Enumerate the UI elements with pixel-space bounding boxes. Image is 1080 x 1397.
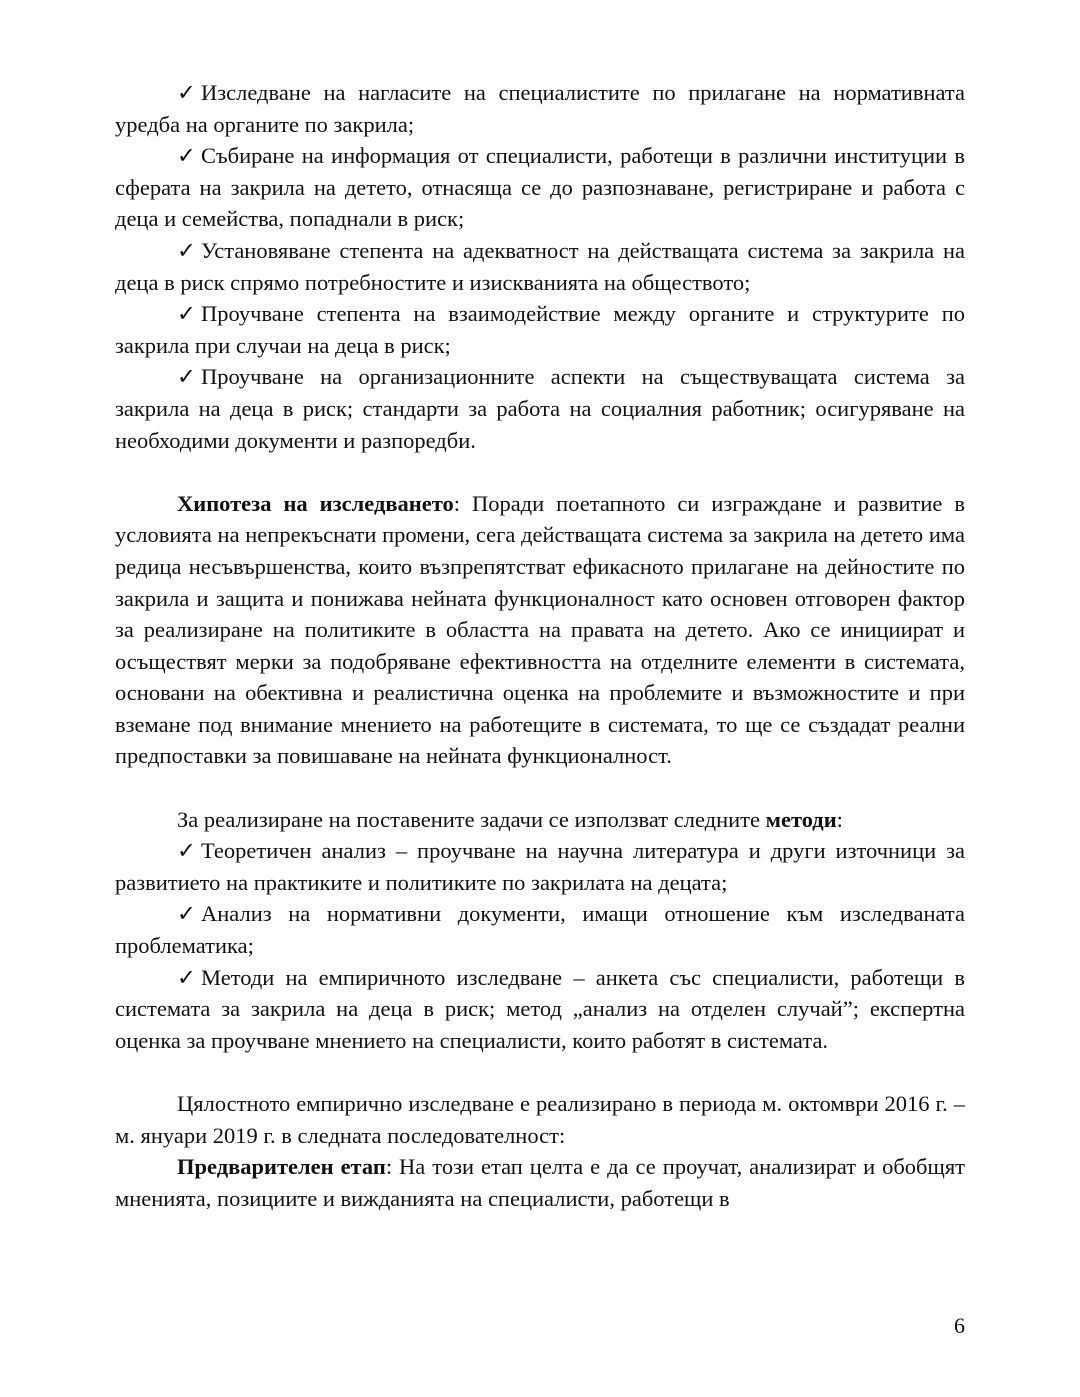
hypothesis-text: : Поради поетапното си изграждане и развитие в условията на непрекъснати промени, сега действащата система за закрила на детето има редица несъвършенства, които възпрепятстват ефикасното прилагане на дейностите по закрила и защита и понижава нейната функционалност като основен отговорен фактор за реализиране на политиките в областта на правата на детето. Ако се инициират и осъществят мерки за подобряване ефективността на отделните елементи в системата, основани на обективна и реалистична оценка на проблемите и възможностите и при вземане под внимание мнението на работещите в системата, то ще се създадат реални предпоставки за повишаване на нейната функционалност. (115, 490, 966, 769)
spacer (115, 772, 965, 804)
bullet-item (115, 298, 965, 361)
page-number: 6 (954, 1313, 965, 1338)
checkmark-icon: ✓ (177, 838, 196, 864)
bullet-item (115, 77, 965, 140)
methods-colon: : (836, 806, 843, 832)
hypothesis-paragraph (115, 488, 965, 772)
methods-label: методи (765, 806, 837, 832)
method-text: Анализ на нормативни документи, имащи отношение към изследваната проблематика; (115, 901, 965, 959)
bullet-item (115, 140, 965, 235)
methods-intro-text: За реализиране на поставените задачи се използват следните (177, 806, 766, 832)
method-item (115, 962, 965, 1057)
method-item (115, 898, 965, 961)
period-paragraph: Цялостното емпирично изследване е реализирано в периода м. октомври 2016 г. – м. януари 2019 г. в следната последователност: (115, 1091, 965, 1148)
stage-label: Предварителен етап (177, 1154, 386, 1180)
stage-text: : На този етап целта е да се проучат, анализират и обобщят мненията, позициите и вижданията на специалисти, работещи в (115, 1154, 966, 1211)
spacer (115, 456, 965, 488)
document-page (115, 77, 965, 1214)
method-item (115, 835, 965, 898)
methods-intro (115, 804, 965, 836)
checkmark-icon: ✓ (177, 237, 196, 263)
bullet-text: Проучване на организационните аспекти на съществуващата система за закрила на деца в риск; стандарти за работа на социалния работник; осигуряване на необходими документи и разпоредби. (115, 364, 965, 453)
method-text: Методи на емпиричното изследване – анкета със специалисти, работещи в системата за закрила на деца в риск; метод „анализ на отделен случай”; експертна оценка за проучване мнението на специалисти, които работят в системата. (115, 964, 965, 1053)
checkmark-icon: ✓ (177, 301, 196, 327)
bullet-text: Установяване степента на адекватност на действащата система за закрила на деца в риск спрямо потребностите и изискванията на обществото; (115, 237, 965, 295)
bullet-text: Изследване на нагласите на специалистите по прилагане на нормативната уредба на органите по закрила; (115, 80, 965, 137)
method-text: Теоретичен анализ – проучване на научна литература и други източници за развитието на практиките и политиките по закрилата на децата; (115, 838, 965, 895)
bullet-text: Събиране на информация от специалисти, работещи в различни институции в сферата на закрила на детето, отнасяща се до разпознаване, регистриране и работа с деца и семейства, попаднали в риск; (115, 143, 965, 232)
checkmark-icon: ✓ (177, 80, 196, 105)
spacer (115, 1056, 965, 1088)
bullet-item (115, 361, 965, 456)
bullet-item (115, 235, 965, 298)
checkmark-icon: ✓ (177, 964, 196, 990)
stage-paragraph (115, 1151, 965, 1214)
checkmark-icon: ✓ (177, 143, 196, 169)
checkmark-icon: ✓ (177, 901, 196, 927)
hypothesis-label: Хипотеза на изследването (177, 490, 454, 516)
checkmark-icon: ✓ (177, 364, 196, 390)
bullet-text: Проучване степента на взаимодействие между органите и структурите по закрила при случаи на деца в риск; (115, 301, 965, 358)
